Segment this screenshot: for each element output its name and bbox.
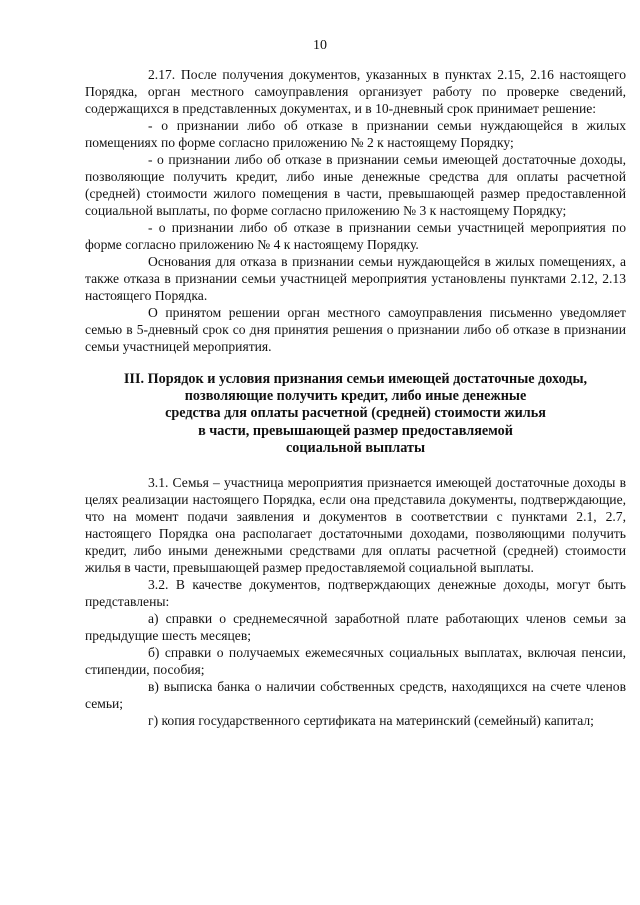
list-item-b: б) справки о получаемых ежемесячных социальных выплатах, включая пенсии, стипендии, пособия; — [85, 645, 626, 678]
section-heading-line: средства для оплаты расчетной (средней) стоимости жилья — [165, 405, 546, 422]
section-heading-line: III. Порядок и условия признания семьи имеющей достаточные доходы, — [123, 371, 588, 387]
paragraph-3-1: 3.1. Семья – участница мероприятия признается имеющей достаточные доходы в целях реализации настоящего Порядка, если она представила документы, подтверждающие, что на момент подачи заявления и документов в соответствии с пунктами 2.1, 2.7, настоящего Порядка она располагает достаточными доходами, позволяющими получить кредит, либо иными денежными средствами для оплаты расчетной (средней) стоимости жилья в части, превышающей размер предоставляемой социальной выплаты. — [85, 475, 626, 576]
paragraph-option-sufficient-income: - о признании либо об отказе в признании семьи имеющей достаточные доходы, позволяющие получить кредит, либо иные денежные средства для оплаты расчетной (средней) стоимости жилого помещения в части, превышающей размер предоставленной социальной выплаты, по форме согласно приложению № 3 к настоящему Порядку; — [85, 152, 626, 218]
page-number: 10 — [313, 38, 327, 53]
list-item-g: г) копия государственного сертификата на материнский (семейный) капитал; — [148, 713, 594, 729]
list-item-v: в) выписка банка о наличии собственных средств, находящихся на счете членов семьи; — [85, 679, 626, 712]
paragraph-refusal-grounds: Основания для отказа в признании семьи нуждающейся в жилых помещениях, а также отказа в признании семьи участницей мероприятия установлены пунктами 2.12, 2.13 настоящего Порядка. — [85, 254, 626, 303]
paragraph-2-17: 2.17. После получения документов, указанных в пунктах 2.15, 2.16 настоящего Порядка, орган местного самоуправления организует работу по проверке сведений, содержащихся в представленных документах, и в 10-дневный срок принимает решение: — [85, 67, 626, 116]
paragraph-notification: О принятом решении орган местного самоуправления письменно уведомляет семью в 5-дневный срок со дня принятия решения о признании либо об отказе в признании семьи участницей мероприятия. — [85, 305, 626, 354]
paragraph-option-participant: - о признании либо об отказе в признании семьи участницей мероприятия по форме согласно приложению № 4 к настоящему Порядку. — [85, 220, 626, 252]
paragraph-option-needy: - о признании либо об отказе в признании семьи нуждающейся в жилых помещениях по форме согласно приложению № 2 к настоящему Порядку; — [85, 118, 626, 150]
section-heading-line: позволяющие получить кредит, либо иные денежные — [184, 388, 527, 405]
paragraph-3-2: 3.2. В качестве документов, подтверждающих денежные доходы, могут быть представлены: — [85, 577, 626, 610]
list-item-a: а) справки о среднемесячной заработной плате работающих членов семьи за предыдущие шесть месяцев; — [85, 611, 626, 644]
section-heading-line: социальной выплаты — [285, 439, 426, 456]
document-body — [85, 66, 626, 729]
section-heading — [85, 371, 626, 457]
section-heading-line: в части, превышающей размер предоставляемой — [198, 422, 513, 439]
